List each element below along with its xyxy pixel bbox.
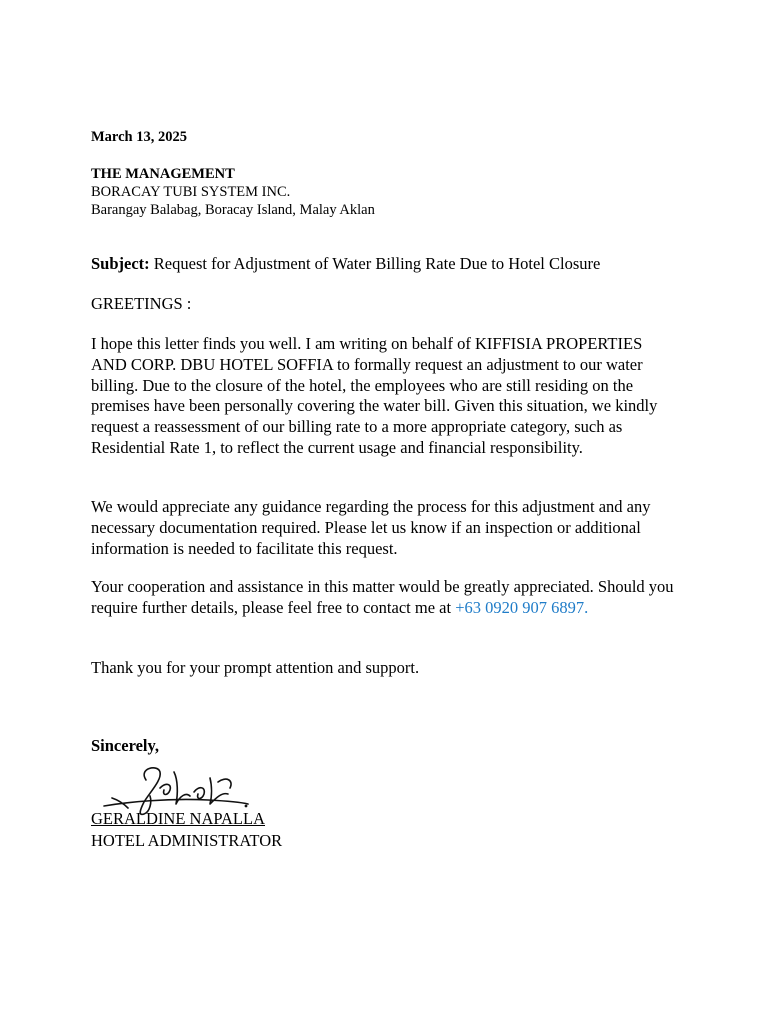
recipient-company: BORACAY TUBI SYSTEM INC. (91, 184, 291, 200)
closing-salutation: Sincerely, (91, 736, 159, 755)
contact-phone-link[interactable]: +63 0920 907 6897. (455, 597, 589, 617)
signatory-role: HOTEL ADMINISTRATOR (91, 831, 283, 850)
recipient-address: Barangay Balabag, Boracay Island, Malay Aklan (91, 202, 375, 218)
body-paragraph-1: I hope this letter finds you well. I am writing on behalf of KIFFISIA PROPERTIES AND CORP. DBU HOTEL SOFFIA to formally request an adjustment to our water billing. Due to the closure of the hotel, the employees who are still residing on the premises have been personally covering the water bill. Given this situation, we kindly request a reassessment of our billing rate to a more appropriate category, such as Residential Rate 1, to reflect the current usage and financial responsibility. (91, 334, 658, 457)
body-paragraph-4: Thank you for your prompt attention and support. (91, 658, 420, 677)
body-paragraph-2: We would appreciate any guidance regarding the process for this adjustment and any necessary documentation required. Please let us know if an inspection or additional information is needed to facilitate this request. (91, 497, 651, 558)
body-paragraph-3-text: Your cooperation and assistance in this matter would be greatly appreciated. Should you require further details, please feel free to contact me at (91, 577, 674, 617)
subject-text: Request for Adjustment of Water Billing Rate Due to Hotel Closure (149, 254, 601, 273)
subject-label: Subject: (91, 254, 150, 273)
recipient-block (91, 165, 691, 219)
letter-date: March 13, 2025 (91, 129, 187, 145)
body-paragraph-3 (91, 577, 681, 619)
greeting: GREETINGS : (91, 294, 192, 313)
subject-line (91, 254, 691, 274)
recipient-title: THE MANAGEMENT (91, 166, 235, 182)
signatory-name: GERALDINE NAPALLA (91, 809, 266, 828)
